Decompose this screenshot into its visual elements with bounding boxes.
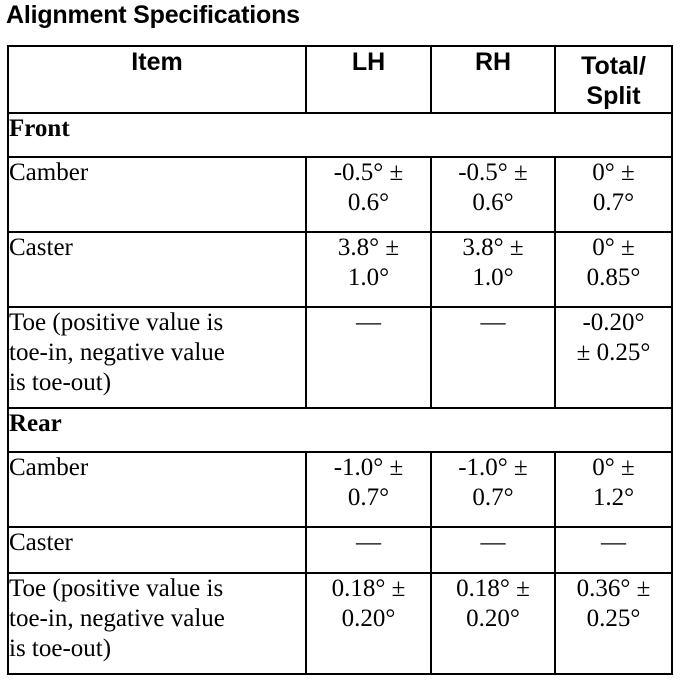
rh-cell: -0.5° ± 0.6° xyxy=(431,157,555,232)
total-cell: 0° ± 1.2° xyxy=(555,452,672,527)
total-cell: -0.20° ± 0.25° xyxy=(555,307,672,408)
section-label: Front xyxy=(8,113,672,157)
alignment-spec-table xyxy=(7,45,673,675)
table-row xyxy=(8,307,672,408)
table-row xyxy=(8,232,672,307)
section-row-front xyxy=(8,113,672,157)
item-cell: Caster xyxy=(8,527,306,573)
section-label: Rear xyxy=(8,408,672,452)
item-cell: Caster xyxy=(8,232,306,307)
rh-cell: 0.18° ± 0.20° xyxy=(431,573,555,674)
header-total-split: Total/ Split xyxy=(555,46,672,113)
lh-cell: — xyxy=(306,307,431,408)
item-cell: Toe (positive value is toe-in, negative value is toe-out) xyxy=(8,307,306,408)
header-row xyxy=(8,46,672,113)
header-lh: LH xyxy=(306,46,431,113)
rh-cell: — xyxy=(431,527,555,573)
table-row xyxy=(8,527,672,573)
page-title: Alignment Specifications xyxy=(6,1,300,29)
item-cell: Camber xyxy=(8,157,306,232)
header-item: Item xyxy=(8,46,306,113)
total-cell: 0.36° ± 0.25° xyxy=(555,573,672,674)
table-row xyxy=(8,573,672,674)
total-cell: 0° ± 0.85° xyxy=(555,232,672,307)
section-row-rear xyxy=(8,408,672,452)
total-cell: 0° ± 0.7° xyxy=(555,157,672,232)
lh-cell: -1.0° ± 0.7° xyxy=(306,452,431,527)
item-cell: Toe (positive value is toe-in, negative value is toe-out) xyxy=(8,573,306,674)
rh-cell: -1.0° ± 0.7° xyxy=(431,452,555,527)
total-cell: — xyxy=(555,527,672,573)
rh-cell: 3.8° ± 1.0° xyxy=(431,232,555,307)
lh-cell: — xyxy=(306,527,431,573)
table-row xyxy=(8,452,672,527)
lh-cell: 3.8° ± 1.0° xyxy=(306,232,431,307)
header-rh: RH xyxy=(431,46,555,113)
lh-cell: 0.18° ± 0.20° xyxy=(306,573,431,674)
item-cell: Camber xyxy=(8,452,306,527)
table-row xyxy=(8,157,672,232)
rh-cell: — xyxy=(431,307,555,408)
lh-cell: -0.5° ± 0.6° xyxy=(306,157,431,232)
